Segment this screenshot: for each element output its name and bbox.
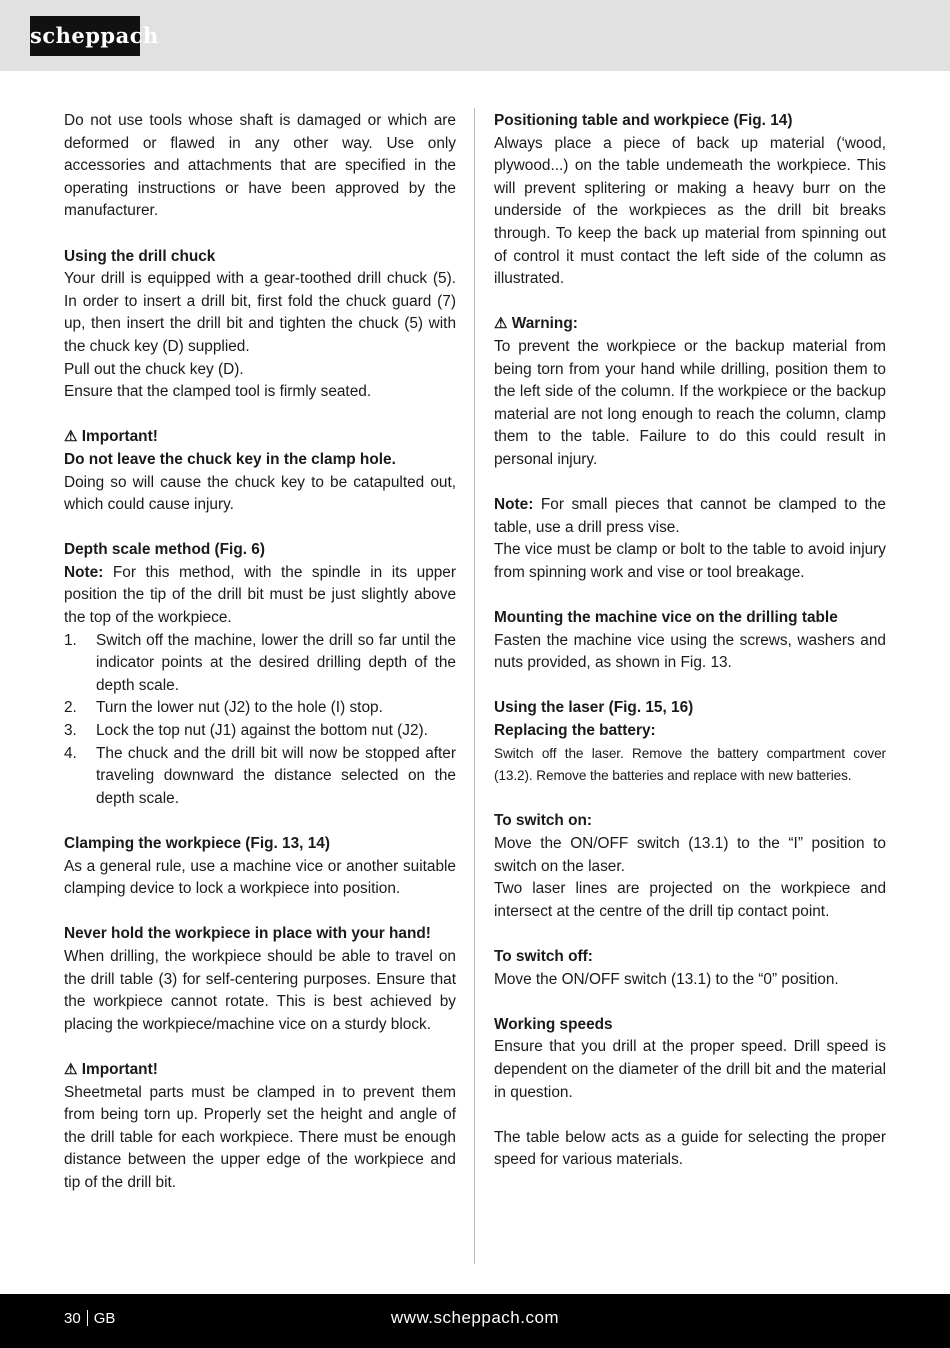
note-paragraph: Note: For small pieces that cannot be clamped to the table, use a drill press vise.: [494, 496, 886, 536]
clamp-heading: Clamping the workpiece (Fig. 13, 14): [64, 835, 330, 852]
table-guide-paragraph: The table below acts as a guide for selecting the proper speed for various materials.: [494, 1128, 886, 1169]
column-divider: [474, 108, 475, 1264]
depth-note: Note: For this method, with the spindle in its upper position the tip of the drill bit must be just slightly above the top of the workpiece.: [64, 563, 456, 627]
right-column: [494, 110, 886, 1172]
chuck-warning-text: Doing so will cause the chuck key to be catapulted out, which could cause injury.: [64, 473, 456, 514]
never-hold-heading: Never hold the workpiece in place with your hand!: [64, 925, 431, 943]
positioning-heading: Positioning table and workpiece (Fig. 14): [494, 112, 793, 129]
chuck-warning-bold: Do not leave the chuck key in the clamp hole.: [64, 450, 396, 468]
warning-paragraph: To prevent the workpiece or the backup material from being torn from your hand while drilling, position them to the left side of the column. If the workpiece or the backup material are not long enough to reach the column, clamp them to the table. Failure to do this could result in personal injury.: [494, 337, 886, 468]
sheetmetal-paragraph: Sheetmetal parts must be clamped in to prevent them from being torn up. Properly set the height and angle of the drill table for each workpiece. There must be enough distance between the upper edge of the workpiece and tip of the drill bit.: [64, 1083, 456, 1191]
warning-triangle-icon: ⚠: [64, 428, 78, 446]
brand-logo: scheppach: [30, 16, 140, 56]
list-item: 3. Lock the top nut (J1) against the bottom nut (J2).: [64, 722, 428, 740]
chuck-pull-text: Pull out the chuck key (D).: [64, 360, 244, 378]
battery-heading: Replacing the battery:: [494, 722, 656, 740]
switch-on-paragraph: Move the ON/OFF switch (13.1) to the “I” position to switch on the laser.: [494, 835, 886, 875]
battery-paragraph: Switch off the laser. Remove the battery compartment cover (13.2). Remove the batteries and replace with new batteries.: [494, 745, 886, 784]
chuck-heading: Using the drill chuck: [64, 247, 216, 265]
mounting-heading: Mounting the machine vice on the drilling table: [494, 609, 838, 627]
speeds-heading: Working speeds: [494, 1015, 613, 1033]
list-item: 4. The chuck and the drill bit will now be stopped after traveling downward the distance selected on the depth scale.: [64, 744, 456, 807]
mounting-paragraph: Fasten the machine vice using the screws, washers and nuts provided, as shown in Fig. 13.: [494, 631, 886, 672]
switch-off-paragraph: Move the ON/OFF switch (13.1) to the “0” position.: [494, 970, 839, 988]
laser-lines-paragraph: Two laser lines are projected on the workpiece and intersect at the centre of the drill tip contact point.: [494, 880, 886, 920]
warning-triangle-icon: ⚠: [64, 1060, 78, 1078]
switch-off-heading: To switch off:: [494, 947, 593, 965]
clamp-paragraph: As a general rule, use a machine vice or another suitable clamping device to lock a workpiece into position.: [64, 857, 456, 898]
important-heading-2: ⚠ Important!: [64, 1060, 158, 1078]
laser-heading: Using the laser (Fig. 15, 16): [494, 699, 694, 717]
warning-triangle-icon: ⚠: [494, 315, 508, 333]
website-link: www.scheppach.com: [390, 1308, 560, 1327]
positioning-paragraph: Always place a piece of back up material (‘wood, plywood...) on the table undemeath the workpiece. This will prevent splitering or making a heavy burr on the underside of the workpieces as the drill bit breaks through. To keep the back up material from spinning out of control it must contact the left side of the column as illustrated.: [494, 134, 886, 288]
left-column: [64, 110, 456, 1195]
never-hold-paragraph: When drilling, the workpiece should be able to travel on the drill table (3) for self-centering purposes. Ensure that the workpiece cannot rotate. This is best achieved by placing the workpiece/machine vice on a sturdy block.: [64, 947, 456, 1033]
list-item: 2. Turn the lower nut (J2) to the hole (I) stop.: [64, 699, 383, 717]
page-footer: [0, 1294, 950, 1348]
depth-heading: Depth scale method (Fig. 6): [64, 541, 265, 559]
page-header: [0, 0, 950, 71]
chuck-paragraph: Your drill is equipped with a gear-toothed drill chuck (5). In order to insert a drill bit, first fold the chuck guard (7) up, then insert the drill bit and tighten the chuck (5) with the chuck key (D) supplied.: [64, 270, 456, 355]
vice-paragraph: The vice must be clamp or bolt to the table to avoid injury from spinning work and vise or tool breakage.: [494, 541, 886, 581]
page-number: 30 GB: [64, 1310, 116, 1327]
speeds-paragraph: Ensure that you drill at the proper speed. Drill speed is dependent on the diameter of the drill bit and the material in question.: [494, 1038, 886, 1101]
warning-heading: ⚠ Warning:: [494, 315, 578, 333]
tools-paragraph: Do not use tools whose shaft is damaged or which are deformed or flawed in any other way. Use only accessories and attachments that are specified in the operating instructions or have been approved by the manufacturer.: [64, 112, 456, 220]
chuck-seated-text: Ensure that the clamped tool is firmly seated.: [64, 383, 372, 401]
list-item: 1. Switch off the machine, lower the drill so far until the indicator points at the desired drilling depth of the depth scale.: [64, 631, 456, 694]
switch-on-heading: To switch on:: [494, 812, 593, 830]
important-heading-1: ⚠ Important!: [64, 428, 158, 446]
